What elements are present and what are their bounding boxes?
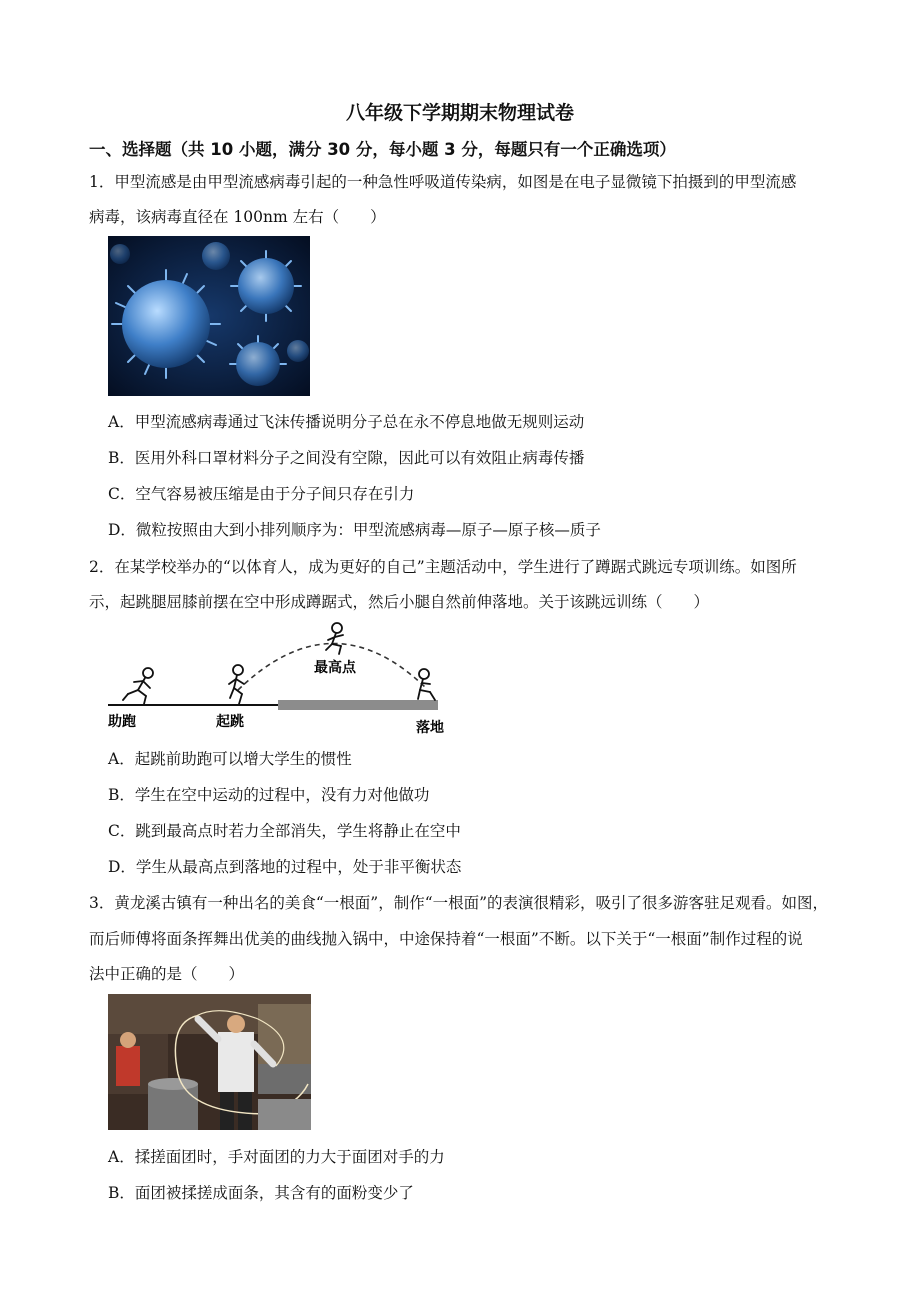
q2-stem-line-1: 2．在某学校举办的“以体育人，成为更好的自己”主题活动中，学生进行了蹲踞式跳远专项训练。如图所 [89,558,797,576]
q2-option-d: D．学生从最高点到落地的过程中，处于非平衡状态 [108,858,462,876]
section-heading: 一、选择题（共 10 小题，满分 30 分，每小题 3 分，每题只有一个正确选项） [89,140,676,159]
q1-option-a: A．甲型流感病毒通过飞沫传播说明分子总在永不停息地做无规则运动 [108,413,585,431]
label-landing: 落地 [416,720,444,736]
long-jump-diagram [108,618,458,740]
label-run: 助跑 [108,714,136,730]
q2-option-a: A．起跳前助跑可以增大学生的惯性 [108,750,352,768]
q1-stem-line-1: 1．甲型流感是由甲型流感病毒引起的一种急性呼吸道传染病，如图是在电子显微镜下拍摄到的甲型流感 [89,173,797,191]
q3-option-a: A．揉搓面团时，手对面团的力大于面团对手的力 [108,1148,445,1166]
q1-option-c: C．空气容易被压缩是由于分子间只存在引力 [108,485,415,503]
q2-stem-line-2: 示，起跳腿屈膝前摆在空中形成蹲踞式，然后小腿自然前伸落地。关于该跳远训练（ ） [89,593,710,611]
q3-stem-line-2: 而后师傅将面条挥舞出优美的曲线抛入锅中，中途保持着“一根面”不断。以下关于“一根面”制作过程的说 [89,930,803,948]
q3-stem-line-1: 3．黄龙溪古镇有一种出名的美食“一根面”，制作“一根面”的表演很精彩，吸引了很多游客驻足观看。如图， [89,894,829,912]
label-takeoff: 起跳 [216,714,244,730]
label-peak: 最高点 [314,660,356,676]
page-title: 八年级下学期期末物理试卷 [345,102,574,124]
q2-option-b: B．学生在空中运动的过程中，没有力对他做功 [108,786,430,804]
q3-option-b: B．面团被揉搓成面条，其含有的面粉变少了 [108,1184,414,1202]
q1-option-b: B．医用外科口罩材料分子之间没有空隙，因此可以有效阻止病毒传播 [108,449,585,467]
q1-option-d: D．微粒按照由大到小排列顺序为：甲型流感病毒—原子—原子核—质子 [108,521,601,539]
noodle-chef-photo [108,994,311,1130]
virus-image [108,236,310,396]
q1-stem-line-2: 病毒，该病毒直径在 100nm 左右（ ） [89,208,386,226]
q2-option-c: C．跳到最高点时若力全部消失，学生将静止在空中 [108,822,461,840]
q3-stem-line-3: 法中正确的是（ ） [89,965,245,983]
